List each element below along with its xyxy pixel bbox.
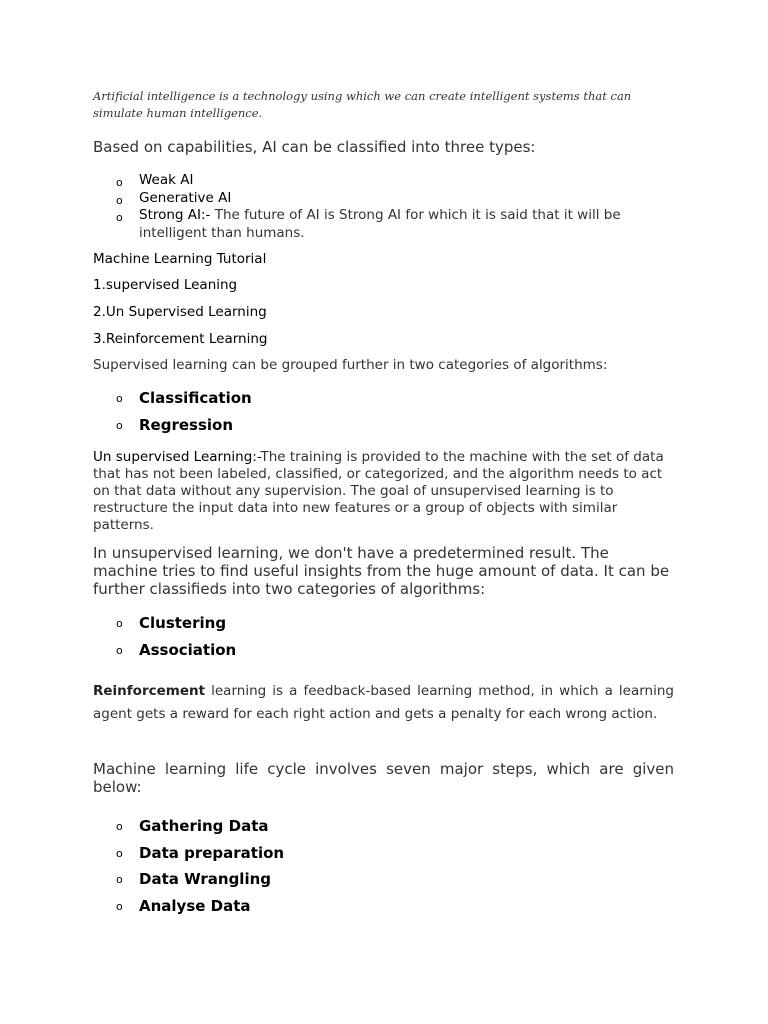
list-item xyxy=(93,610,674,637)
reinforcement-text: learning is a feedback-based learning method, in which a learning agent gets a reward for each right action and gets a penalty for each wrong action. xyxy=(93,683,674,722)
step-label: Data Wrangling xyxy=(139,870,272,888)
bullet-icon: o xyxy=(116,873,123,886)
bullet-icon: o xyxy=(116,193,123,207)
ai-types-list xyxy=(93,172,674,242)
algorithm-label: Association xyxy=(139,640,237,659)
list-item xyxy=(93,893,674,920)
step-label: Gathering Data xyxy=(139,817,269,835)
unsupervised-definition-text: The training is provided to the machine with the set of data that has not been labeled, classified, or categorized, and the algorithm needs to act on that data without any supervision. The goal of unsupervised learning is to restructure the input data into new features or a group of objects with similar patterns. xyxy=(93,449,664,533)
ml-type-1: 1.supervised Leaning xyxy=(93,277,238,293)
intro-paragraph: Artificial intelligence is a technology using which we can create intelligent systems that can simulate human intelligence. xyxy=(93,89,632,120)
list-item xyxy=(93,385,674,412)
list-item xyxy=(93,637,674,664)
list-item xyxy=(93,412,674,439)
bullet-icon: o xyxy=(116,617,123,630)
supervised-intro: Supervised learning can be grouped further in two categories of algorithms: xyxy=(93,357,608,373)
reinforcement-paragraph xyxy=(93,680,674,726)
ai-type-label: Strong AI:- xyxy=(139,207,211,223)
bullet-icon: o xyxy=(116,846,123,860)
step-label: Data preparation xyxy=(139,843,285,862)
ml-title: Machine Learning Tutorial xyxy=(93,251,267,267)
list-item xyxy=(93,813,674,840)
ai-types-heading: Based on capabilities, AI can be classified into three types: xyxy=(93,138,536,156)
lifecycle-steps-list xyxy=(93,813,674,919)
list-item xyxy=(93,840,674,867)
ai-type-description: The future of AI is Strong AI for which it is said that it will be intelligent than humans. xyxy=(139,207,621,241)
bullet-icon: o xyxy=(116,392,123,405)
document-page xyxy=(93,0,674,1024)
unsupervised-definition-label: Un supervised Learning:- xyxy=(93,449,261,465)
list-item xyxy=(93,190,674,208)
bullet-icon: o xyxy=(116,418,123,432)
unsupervised-algorithms-list xyxy=(93,610,674,663)
ml-type-3: 3.Reinforcement Learning xyxy=(93,331,268,347)
lifecycle-intro: Machine learning life cycle involves seven major steps, which are given below: xyxy=(93,760,674,796)
reinforcement-term: Reinforcement xyxy=(93,683,206,699)
bullet-icon: o xyxy=(116,820,123,833)
list-item xyxy=(93,172,674,190)
list-item xyxy=(93,207,674,242)
step-label: Analyse Data xyxy=(139,896,251,915)
bullet-icon: o xyxy=(116,899,123,913)
bullet-icon: o xyxy=(116,643,123,657)
unsupervised-definition xyxy=(93,449,674,534)
ai-type-label: Generative AI xyxy=(139,189,232,206)
bullet-icon: o xyxy=(116,211,123,224)
supervised-algorithms-list xyxy=(93,385,674,438)
ai-type-label: Weak AI xyxy=(139,172,194,188)
unsupervised-paragraph: In unsupervised learning, we don't have a predetermined result. The machine tries to find useful insights from the huge amount of data. It can be further classifieds into two categories of algorithms: xyxy=(93,544,670,598)
list-item xyxy=(93,866,674,893)
algorithm-label: Clustering xyxy=(139,614,227,632)
algorithm-label: Classification xyxy=(139,389,252,407)
bullet-icon: o xyxy=(116,176,123,189)
ml-type-2: 2.Un Supervised Learning xyxy=(93,304,267,320)
algorithm-label: Regression xyxy=(139,415,234,434)
